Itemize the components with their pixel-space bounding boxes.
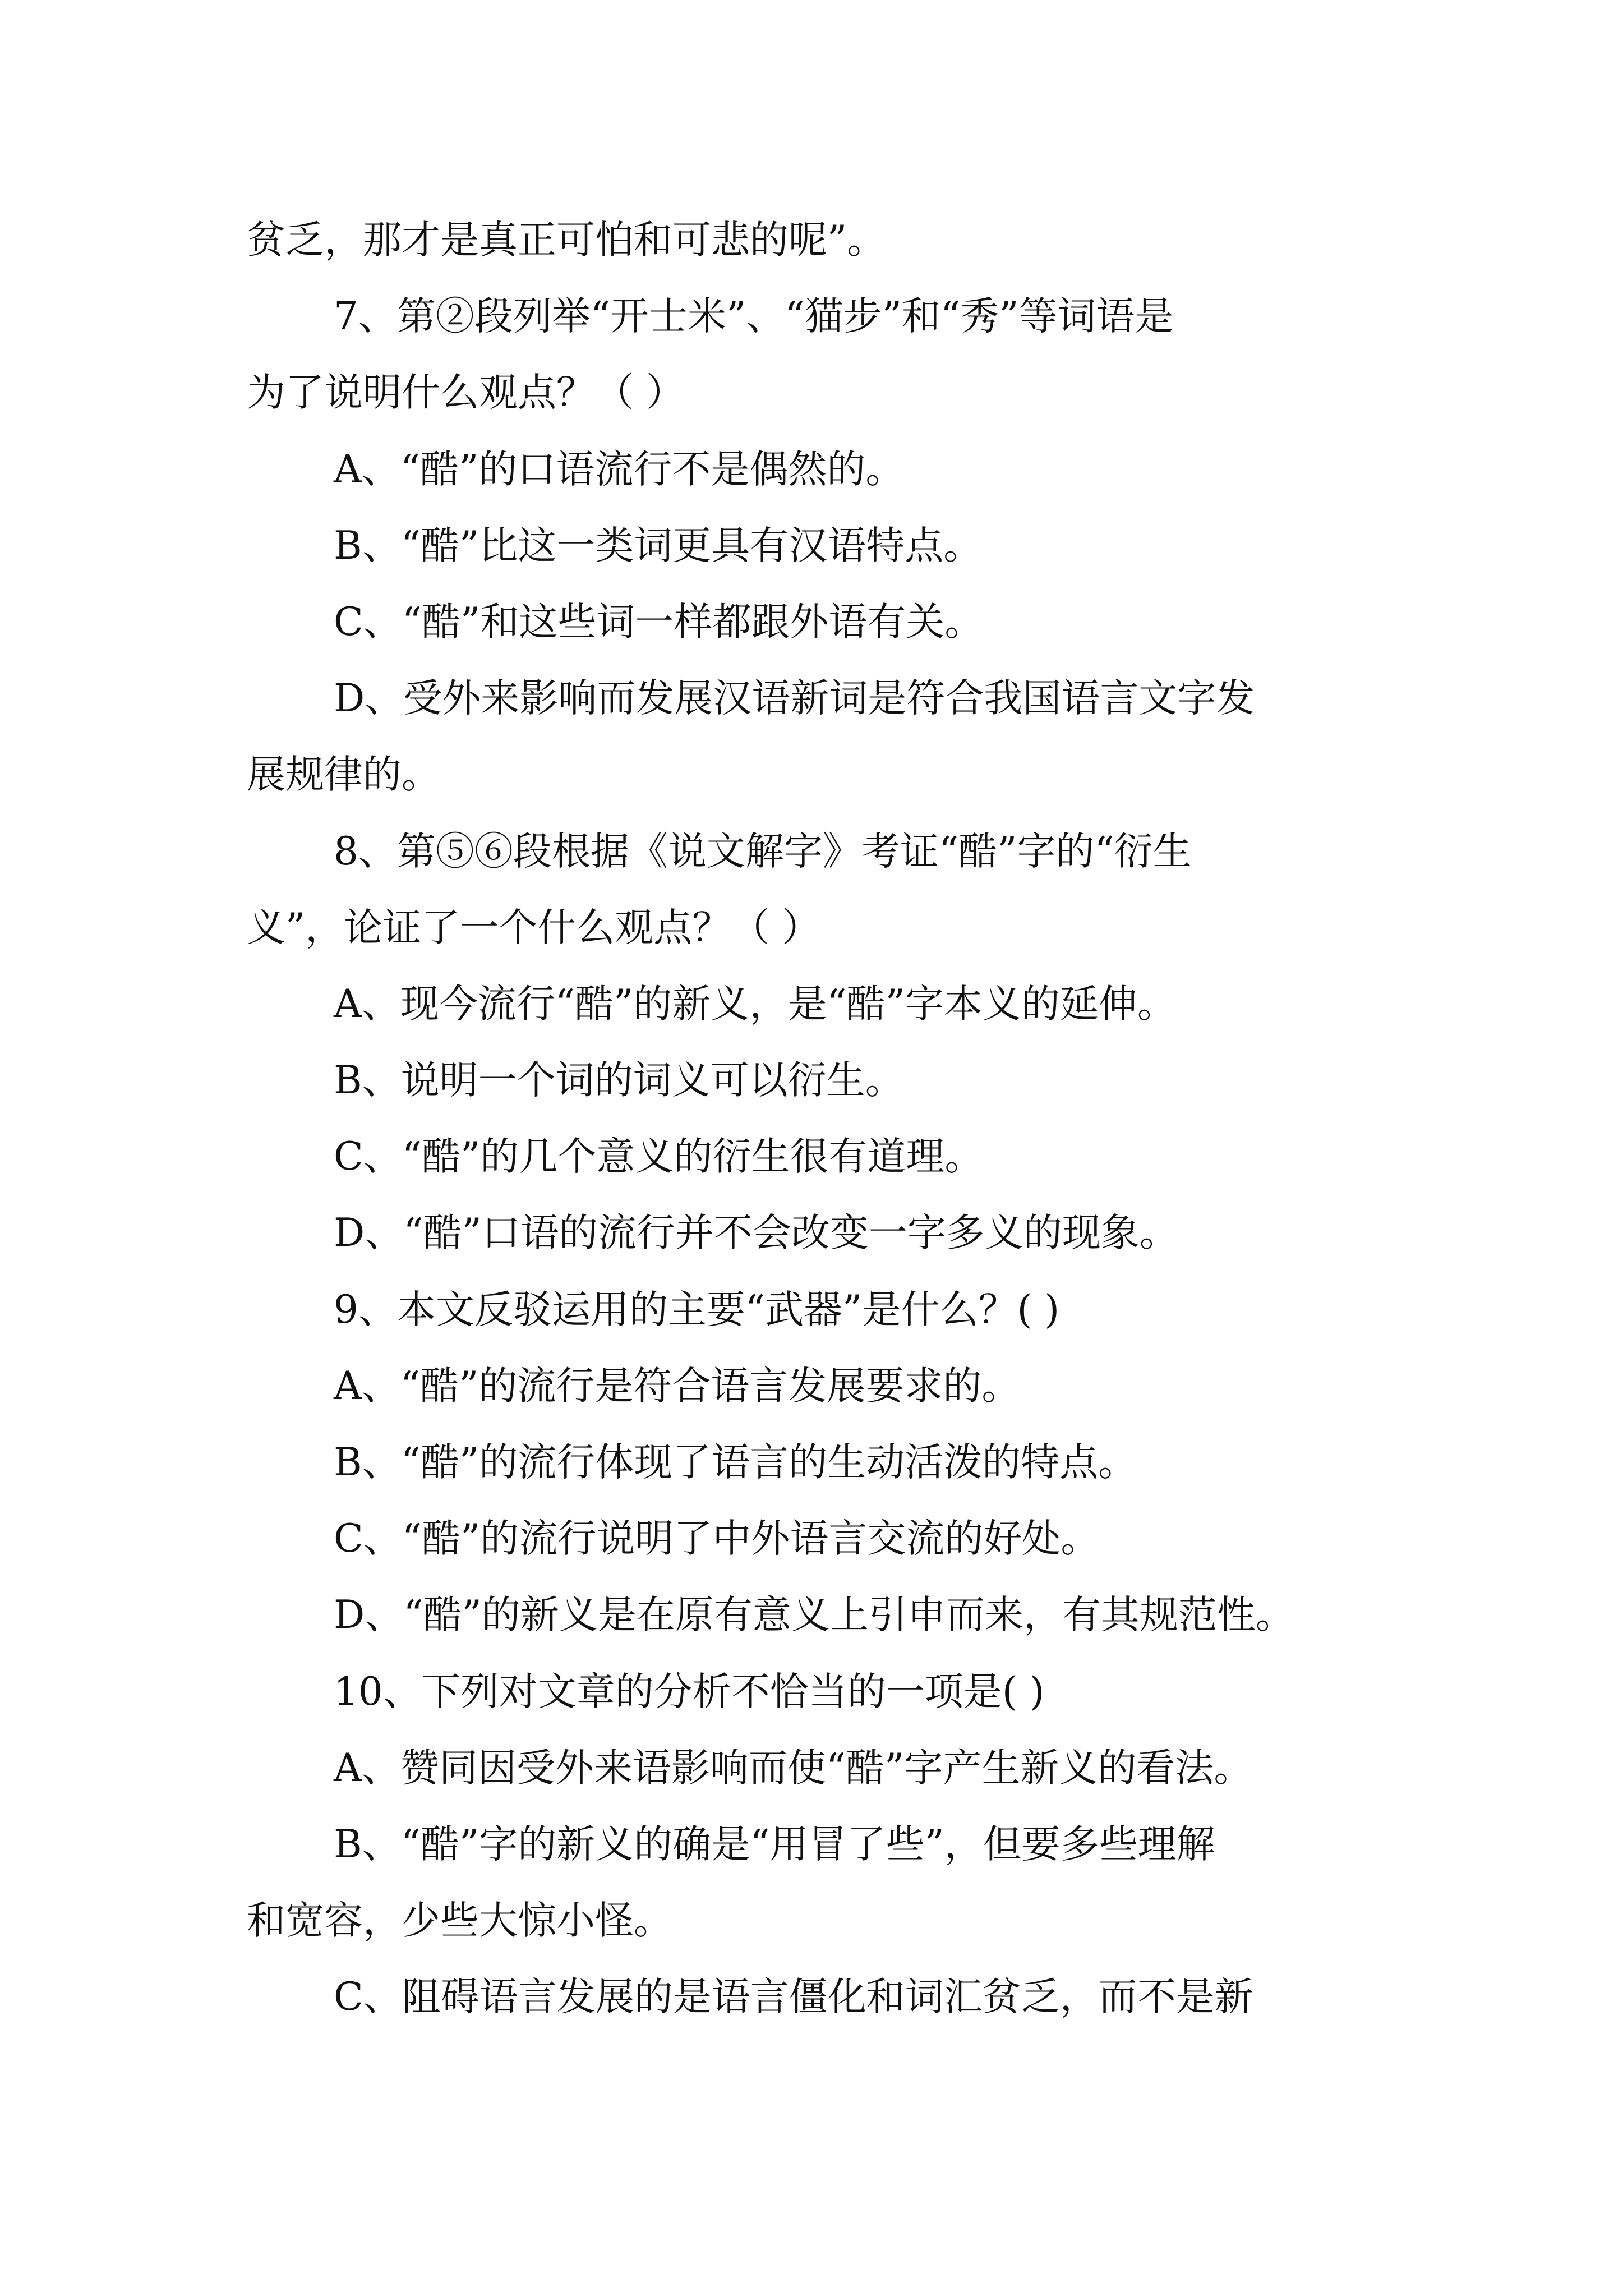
question-10-option-b: B、“酷”字的新义的确是“用冒了些”，但要多些理解 [334,1821,1215,1867]
question-7-continued: 为了说明什么观点？（ ） [247,370,685,416]
question-10-option-b-continued: 和宽容，少些大惊小怪。 [247,1898,672,1944]
question-7-option-d-continued: 展规律的。 [247,752,440,798]
question-9: 9、本文反驳运用的主要“武器”是什么？( ) [334,1287,1060,1332]
question-8-option-b: B、说明一个词的词义可以衍生。 [334,1058,904,1103]
text-line-continuation: 贫乏，那才是真正可怕和可悲的呢”。 [247,218,886,263]
question-9-option-d: D、“酷”的新义是在原有意义上引申而来，有其规范性。 [334,1593,1294,1638]
question-9-option-a: A、“酷”的流行是符合语言发展要求的。 [334,1363,1021,1409]
question-10-option-c: C、阻碍语言发展的是语言僵化和词汇贫乏，而不是新 [334,1975,1253,2020]
question-7-option-b: B、“酷”比这一类词更具有汉语特点。 [334,523,983,568]
question-7-option-c: C、“酷”和这些词一样都跟外语有关。 [334,599,984,645]
question-10: 10、下列对文章的分析不恰当的一项是( ) [334,1669,1045,1714]
question-8-option-c: C、“酷”的几个意义的衍生很有道理。 [334,1134,984,1180]
question-8: 8、第⑤⑥段根据《说文解字》考证“酷”字的“衍生 [334,829,1192,874]
question-7-option-d: D、受外来影响而发展汉语新词是符合我国语言文字发 [334,676,1255,721]
question-9-option-c: C、“酷”的流行说明了中外语言交流的好处。 [334,1516,1100,1562]
question-7-option-a: A、“酷”的口语流行不是偶然的。 [334,447,905,492]
question-8-option-d: D、“酷”口语的流行并不会改变一字多义的现象。 [334,1211,1178,1256]
question-8-option-a: A、现今流行“酷”的新义，是“酷”字本义的延伸。 [334,981,1176,1027]
question-10-option-a: A、赞同因受外来语影响而使“酷”字产生新义的看法。 [334,1745,1253,1791]
question-7: 7、第②段列举“开士米”、“猫步”和“秀”等词语是 [334,294,1174,339]
question-8-continued: 义”，论证了一个什么观点？（ ） [247,905,821,950]
document-text [247,202,1391,2036]
question-9-option-b: B、“酷”的流行体现了语言的生动活泼的特点。 [334,1440,1137,1485]
